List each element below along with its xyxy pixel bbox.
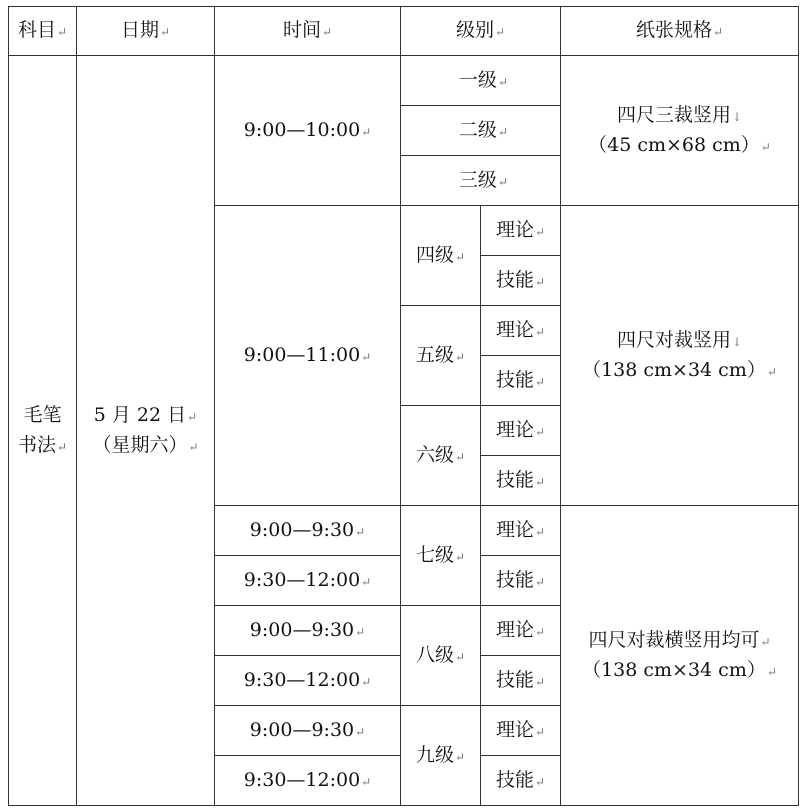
level-5-theory-cell: 理论↵: [481, 306, 561, 356]
level-5-skill-cell: 技能↵: [481, 356, 561, 406]
exam-schedule-table: [8, 6, 799, 806]
level-9-skill-cell: 技能↵: [481, 756, 561, 806]
time-cell-levels-4-6: 9:00—11:00↵: [215, 206, 401, 506]
level-6-cell: 六级↵: [401, 406, 481, 506]
level-2-cell: 二级↵: [401, 106, 561, 156]
subject-cell: 毛笔 书法↵: [9, 56, 77, 806]
time-cell-level-7-theory: 9:00—9:30↵: [215, 506, 401, 556]
level-9-theory-cell: 理论↵: [481, 706, 561, 756]
time-cell-level-9-skill: 9:30—12:00↵: [215, 756, 401, 806]
level-1-cell: 一级↵: [401, 56, 561, 106]
time-cell-level-8-theory: 9:00—9:30↵: [215, 606, 401, 656]
level-7-cell: 七级↵: [401, 506, 481, 606]
level-4-skill-cell: 技能↵: [481, 256, 561, 306]
level-4-theory-cell: 理论↵: [481, 206, 561, 256]
table-header-row: [9, 7, 799, 56]
level-6-skill-cell: 技能↵: [481, 456, 561, 506]
header-level: 级别↵: [401, 7, 561, 56]
level-4-cell: 四级↵: [401, 206, 481, 306]
paper-cell-levels-1-3: 四尺三裁竖用↓ （45 cm×68 cm）↵: [561, 56, 799, 206]
level-6-theory-cell: 理论↵: [481, 406, 561, 456]
header-paper: 纸张规格↵: [561, 7, 799, 56]
header-time: 时间↵: [215, 7, 401, 56]
header-subject: 科目↵: [9, 7, 77, 56]
time-cell-levels-1-3: 9:00—10:00↵: [215, 56, 401, 206]
level-8-skill-cell: 技能↵: [481, 656, 561, 706]
date-cell: 5 月 22 日↵ （星期六）↵: [77, 56, 215, 806]
time-cell-level-7-skill: 9:30—12:00↵: [215, 556, 401, 606]
time-cell-level-8-skill: 9:30—12:00↵: [215, 656, 401, 706]
level-7-skill-cell: 技能↵: [481, 556, 561, 606]
table-row: [9, 56, 799, 106]
level-7-theory-cell: 理论↵: [481, 506, 561, 556]
header-date: 日期↵: [77, 7, 215, 56]
time-cell-level-9-theory: 9:00—9:30↵: [215, 706, 401, 756]
level-9-cell: 九级↵: [401, 706, 481, 806]
level-3-cell: 三级↵: [401, 156, 561, 206]
level-8-cell: 八级↵: [401, 606, 481, 706]
level-8-theory-cell: 理论↵: [481, 606, 561, 656]
paper-cell-levels-7-9: 四尺对裁横竖用均可↵ （138 cm×34 cm）↵: [561, 506, 799, 806]
paper-cell-levels-4-6: 四尺对裁竖用↓ （138 cm×34 cm）↵: [561, 206, 799, 506]
level-5-cell: 五级↵: [401, 306, 481, 406]
